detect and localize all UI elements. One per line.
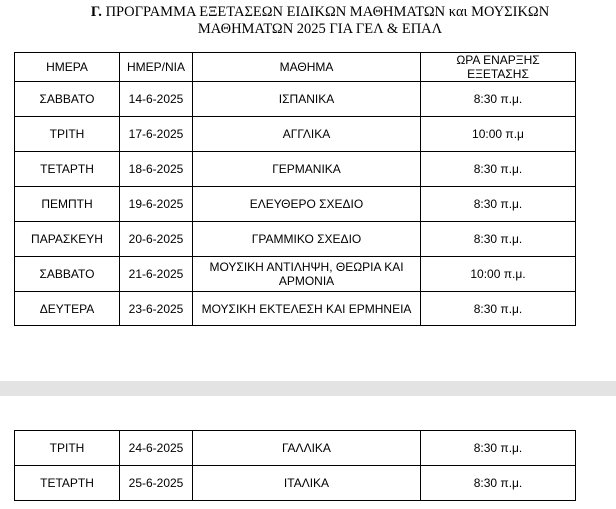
cell-date: 17-6-2025 — [120, 117, 193, 152]
title-line-2: ΜΑΘΗΜΑΤΩΝ 2025 ΓΙΑ ΓΕΛ & ΕΠΑΛ — [197, 21, 443, 37]
cell-day: ΣΑΒΒΑΤΟ — [15, 82, 120, 117]
table-row — [15, 292, 576, 326]
cell-time: 10:00 π.μ. — [421, 257, 576, 292]
table-row — [15, 152, 576, 187]
exam-schedule-table — [14, 52, 576, 326]
cell-subject: ΜΟΥΣΙΚΗ ΑΝΤΙΛΗΨΗ, ΘΕΩΡΙΑ ΚΑΙ ΑΡΜΟΝΙΑ — [193, 257, 421, 292]
cell-time: 8:30 π.μ. — [421, 82, 576, 117]
cell-day: ΣΑΒΒΑΤΟ — [15, 257, 120, 292]
table-header-row — [15, 53, 576, 82]
cell-subject: ΕΛΕΥΘΕΡΟ ΣΧΕΔΙΟ — [193, 187, 421, 222]
cell-date: 23-6-2025 — [120, 292, 193, 326]
table-row — [15, 466, 576, 501]
cell-day: ΤΡΙΤΗ — [15, 431, 120, 466]
document-title — [40, 4, 600, 38]
title-line-1 — [40, 4, 600, 21]
cell-date: 18-6-2025 — [120, 152, 193, 187]
table-row — [15, 187, 576, 222]
table-row — [15, 82, 576, 117]
cell-date: 19-6-2025 — [120, 187, 193, 222]
page-break-band — [0, 381, 616, 396]
cell-time: 8:30 π.μ. — [421, 292, 576, 326]
cell-day: ΔΕΥΤΕΡΑ — [15, 292, 120, 326]
cell-subject: ΓΑΛΛΙΚΑ — [193, 431, 421, 466]
cell-time: 8:30 π.μ. — [421, 187, 576, 222]
cell-subject: ΙΣΠΑΝΙΚΑ — [193, 82, 421, 117]
cell-day: ΤΕΤΑΡΤΗ — [15, 466, 120, 501]
cell-time: 8:30 π.μ. — [421, 152, 576, 187]
cell-date: 14-6-2025 — [120, 82, 193, 117]
title-prefix: Γ. — [90, 4, 102, 20]
cell-date: 24-6-2025 — [120, 431, 193, 466]
table-row — [15, 431, 576, 466]
cell-time: 8:30 π.μ. — [421, 466, 576, 501]
table-row — [15, 257, 576, 292]
cell-date: 25-6-2025 — [120, 466, 193, 501]
cell-day: ΤΕΤΑΡΤΗ — [15, 152, 120, 187]
cell-time: 8:30 π.μ. — [421, 222, 576, 257]
cell-subject: ΑΓΓΛΙΚΑ — [193, 117, 421, 152]
header-day: ΗΜΕΡΑ — [15, 53, 120, 82]
title-line-1-text: ΠΡΟΓΡΑΜΜΑ ΕΞΕΤΑΣΕΩΝ ΕΙΔΙΚΩΝ ΜΑΘΗΜΑΤΩΝ και ΜΟΥΣΙΚΩΝ — [105, 4, 550, 20]
table-row — [15, 117, 576, 152]
cell-date: 20-6-2025 — [120, 222, 193, 257]
cell-time: 10:00 π.μ — [421, 117, 576, 152]
cell-subject: ΙΤΑΛΙΚΑ — [193, 466, 421, 501]
cell-day: ΠΕΜΠΤΗ — [15, 187, 120, 222]
cell-subject: ΓΕΡΜΑΝΙΚΑ — [193, 152, 421, 187]
exam-schedule-table-continued — [14, 430, 576, 501]
cell-subject: ΜΟΥΣΙΚΗ ΕΚΤΕΛΕΣΗ ΚΑΙ ΕΡΜΗΝΕΙΑ — [193, 292, 421, 326]
table-row — [15, 222, 576, 257]
cell-date: 21-6-2025 — [120, 257, 193, 292]
cell-day: ΠΑΡΑΣΚΕΥΗ — [15, 222, 120, 257]
header-date: ΗΜΕΡ/ΝΙΑ — [120, 53, 193, 82]
cell-subject: ΓΡΑΜΜΙΚΟ ΣΧΕΔΙΟ — [193, 222, 421, 257]
cell-day: ΤΡΙΤΗ — [15, 117, 120, 152]
header-subject: ΜΑΘΗΜΑ — [193, 53, 421, 82]
header-start-time: ΩΡΑ ΕΝΑΡΞΗΣ ΕΞΕΤΑΣΗΣ — [421, 53, 576, 82]
cell-time: 8:30 π.μ. — [421, 431, 576, 466]
